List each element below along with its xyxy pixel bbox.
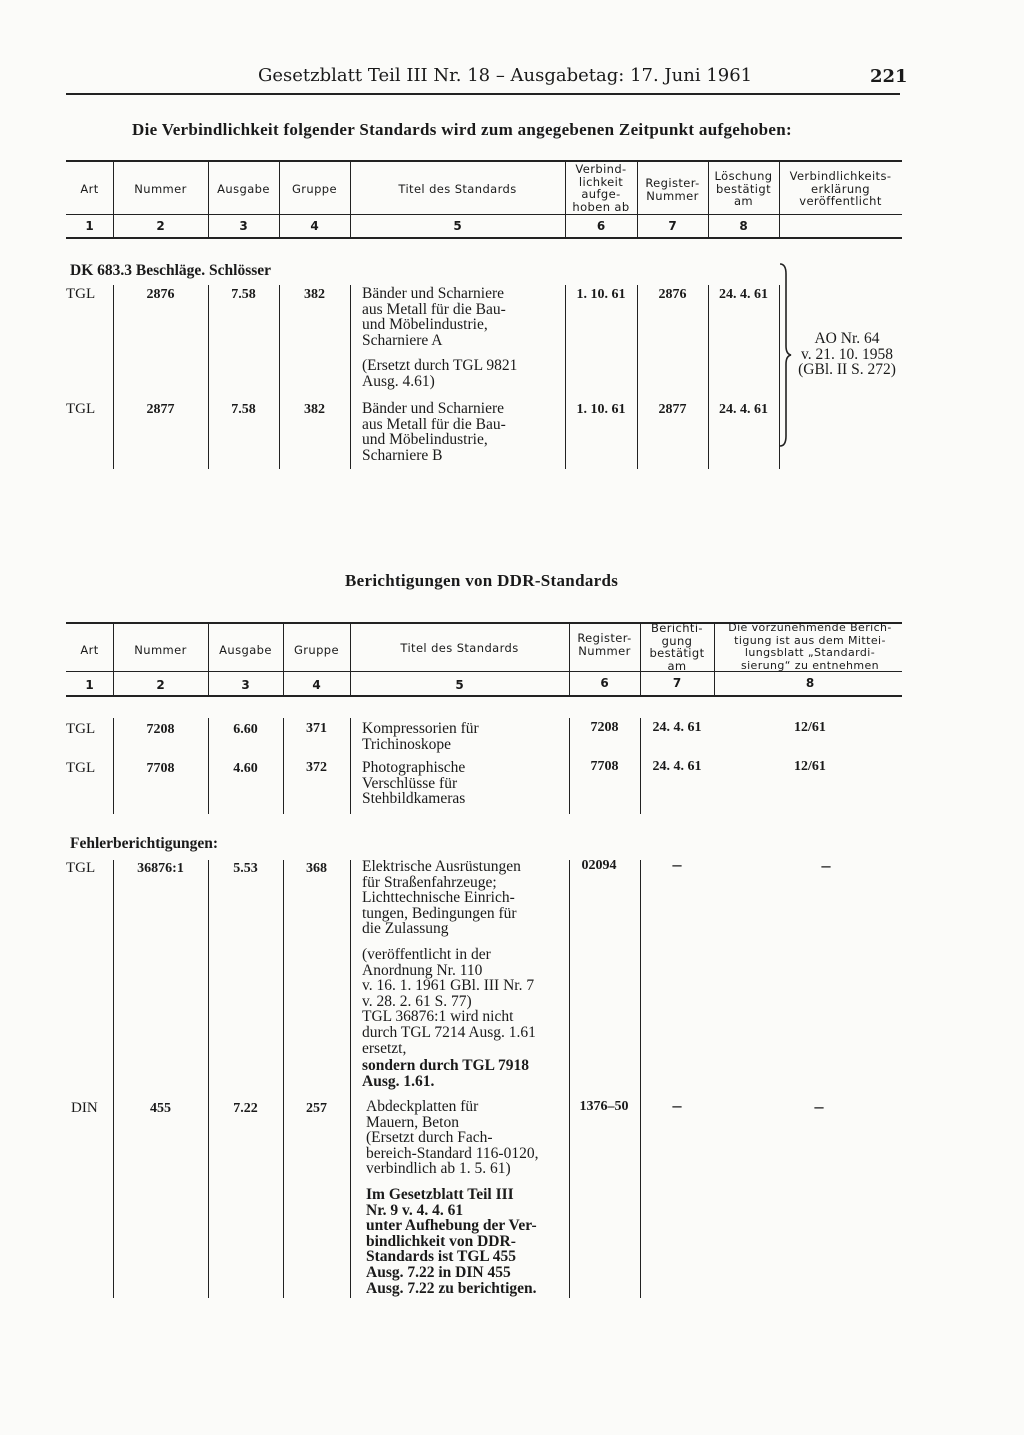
cell-mitteilung: – — [821, 855, 831, 875]
text-line: bereich-Standard 116-0120, — [366, 1144, 539, 1162]
t1-head-titel: Titel des Standards — [398, 182, 517, 196]
text-line: Stehbildkameras — [362, 790, 466, 808]
cell-aufgehoben-ab: 1. 10. 61 — [576, 402, 626, 417]
cell-note — [366, 1187, 537, 1296]
cell-bestaetigt: 24. 4. 61 — [652, 720, 702, 735]
cell-art: TGL — [66, 286, 96, 302]
t1-colnum: 5 — [453, 219, 462, 233]
t1-body-vline — [565, 285, 566, 469]
t1-body-vline — [113, 285, 114, 469]
t1-colnum: 7 — [668, 219, 677, 233]
t2-colnum: 6 — [600, 676, 609, 690]
cell-gruppe: 382 — [304, 287, 325, 302]
cell-gruppe: 382 — [304, 402, 325, 417]
text-line: Mauern, Beton — [366, 1113, 459, 1131]
t1-colnum: 6 — [596, 219, 606, 233]
page-number: 221 — [870, 66, 908, 87]
t2-body-vline — [640, 860, 641, 1298]
cell-mitteilung: 12/61 — [794, 720, 826, 735]
t1-head-gruppe: Gruppe — [291, 182, 337, 196]
t2-head-berichtigung — [640, 622, 714, 672]
t2-head-mitteilung — [714, 622, 906, 672]
text-line: Kompressorien für — [362, 720, 479, 737]
t2-head-line: Register- — [577, 631, 632, 645]
text-line: Ausg. 1.61. — [362, 1072, 435, 1090]
text-line: und Möbelindustrie, — [362, 431, 488, 449]
t1-head-aufgehoben — [565, 163, 637, 213]
t1-head-line: Register- — [645, 176, 700, 190]
t2-colnum: 4 — [312, 678, 321, 692]
t2-head-ausgabe: Ausgabe — [219, 643, 272, 657]
t2-colnum: 8 — [805, 676, 815, 690]
cell-note-bold — [362, 1058, 529, 1089]
text-line: Ausg. 7.22 in DIN 455 — [366, 1263, 511, 1281]
cell-register: 1376–50 — [579, 1099, 629, 1114]
table1-top-rule — [66, 160, 902, 162]
t1-body-vline — [708, 285, 709, 469]
text-line: TGL 36876:1 wird nicht — [362, 1008, 514, 1026]
cell-verbindlichkeit-publication — [786, 331, 908, 378]
t1-head-ausgabe: Ausgabe — [217, 182, 270, 196]
t1-section-heading: DK 683.3 Beschläge. Schlösser — [70, 262, 272, 279]
table2-numbers-rule — [66, 695, 902, 697]
table1-numbers-rule — [66, 237, 902, 239]
t1-head-line: Verbindlichkeits- — [789, 169, 892, 183]
t1-head-line: bestätigt — [715, 181, 772, 196]
running-header: Gesetzblatt Teil III Nr. 18 – Ausgabetag: 17. Juni 1961 — [258, 65, 753, 86]
t1-body-vline — [350, 285, 351, 469]
text-line: durch TGL 7214 Ausg. 1.61 — [362, 1023, 536, 1041]
cell-titel — [362, 859, 521, 937]
t2-body-vline — [569, 860, 570, 1298]
t2-body-vline — [350, 860, 351, 1298]
t2-head-line: tigung ist aus dem Mittei- — [734, 633, 886, 647]
text-line: Nr. 9 v. 4. 4. 61 — [366, 1201, 464, 1219]
t2-head-line: am — [667, 658, 687, 673]
cell-gruppe: 368 — [306, 861, 327, 876]
t1-head-line: Löschung — [714, 169, 773, 183]
t1-head-line: am — [733, 194, 754, 208]
t2-section-heading: Fehlerberichtigungen: — [70, 835, 219, 852]
cell-gruppe: 371 — [306, 721, 327, 736]
t2-head-line: Berichti- — [651, 621, 703, 635]
header-rule — [66, 93, 900, 95]
cell-bestaetigt: 24. 4. 61 — [652, 759, 702, 774]
cell-ausgabe: 7.58 — [231, 402, 256, 417]
cell-art: TGL — [66, 401, 96, 417]
t2-head-line: Die vorzunehmende Berich- — [728, 621, 892, 634]
text-line: v. 16. 1. 1961 GBl. III Nr. 7 — [362, 977, 535, 995]
cell-bestaetigt: – — [672, 854, 682, 874]
text-line: (veröffentlicht in der — [362, 946, 491, 963]
cell-titel — [362, 286, 506, 348]
t1-head-line: aufge- — [581, 187, 621, 201]
cell-titel — [362, 401, 506, 463]
text-line: Abdeckplatten für — [366, 1098, 479, 1115]
text-line: (GBl. II S. 272) — [798, 361, 896, 379]
t1-head-line: Verbind- — [575, 162, 627, 176]
t1-head-verbindlichkeit — [779, 170, 902, 208]
text-line: sondern durch TGL 7918 — [362, 1057, 529, 1074]
text-line: verbindlich ab 1. 5. 61) — [366, 1160, 511, 1178]
cell-register: 2877 — [658, 402, 687, 417]
t1-head-line: Nummer — [646, 188, 699, 203]
t1-head-line: veröffentlicht — [799, 194, 882, 208]
t2-body-vline — [113, 860, 114, 1298]
cell-mitteilung: – — [814, 1096, 824, 1116]
cell-nummer: 455 — [150, 1101, 171, 1116]
t2-head-line: Nummer — [578, 643, 631, 658]
table1-header-rule — [66, 214, 902, 215]
t2-head-register — [569, 632, 640, 657]
cell-nummer: 7208 — [146, 722, 175, 737]
t1-colnum: 3 — [239, 219, 248, 233]
cell-ausgabe: 7.58 — [231, 287, 256, 302]
cell-nummer: 7708 — [146, 761, 175, 776]
cell-bestaetigt: – — [672, 1095, 682, 1115]
text-line: (Ersetzt durch Fach- — [366, 1129, 493, 1147]
t1-head-art: Art — [80, 182, 99, 196]
t2-body-vline — [350, 718, 351, 814]
text-line: Lichttechnische Einrich- — [362, 889, 515, 907]
table2-title: Berichtigungen von DDR-Standards — [345, 571, 619, 590]
text-line: Photographische — [362, 759, 466, 776]
text-line: aus Metall für die Bau- — [362, 415, 506, 433]
cell-nummer: 2877 — [146, 402, 175, 417]
text-line: (Ersetzt durch TGL 9821 — [362, 357, 518, 374]
text-line: Ausg. 4.61) — [362, 372, 435, 390]
text-line: Elektrische Ausrüstungen — [362, 858, 521, 875]
t2-body-vline — [283, 860, 284, 1298]
cell-art: DIN — [71, 1100, 98, 1116]
text-line: und Möbelindustrie, — [362, 316, 488, 334]
t2-head-line: gung — [661, 633, 693, 648]
cell-aufgehoben-ab: 1. 10. 61 — [576, 287, 626, 302]
cell-note — [362, 947, 536, 1056]
t2-colnum: 3 — [241, 678, 250, 692]
text-line: Trichinoskope — [362, 735, 451, 753]
text-line: Bänder und Scharniere — [362, 285, 505, 302]
t2-colnum: 1 — [85, 678, 94, 692]
t1-head-line: hoben ab — [572, 199, 630, 214]
text-line: Anordnung Nr. 110 — [362, 961, 483, 979]
t1-body-vline — [637, 285, 638, 469]
t2-head-gruppe: Gruppe — [293, 643, 339, 657]
cell-loeschung: 24. 4. 61 — [719, 402, 768, 417]
text-line: Im Gesetzblatt Teil III — [366, 1186, 514, 1203]
cell-register: 02094 — [581, 858, 617, 873]
t1-head-line: lichkeit — [578, 174, 624, 189]
text-line: Bänder und Scharniere — [362, 400, 505, 417]
text-line: die Zulassung — [362, 920, 449, 938]
text-line: AO Nr. 64 — [814, 330, 880, 347]
cell-nummer: 2876 — [146, 287, 175, 302]
cell-note — [362, 358, 517, 389]
cell-ausgabe: 6.60 — [233, 722, 258, 737]
cell-register: 2876 — [658, 287, 687, 302]
text-line: unter Aufhebung der Ver- — [366, 1217, 537, 1235]
text-line: aus Metall für die Bau- — [362, 300, 506, 318]
text-line: Ausg. 7.22 zu berichtigen. — [366, 1279, 537, 1297]
cell-nummer: 36876:1 — [137, 861, 184, 876]
t2-colnum: 2 — [156, 678, 165, 692]
t2-head-titel: Titel des Standards — [400, 641, 519, 655]
t1-colnum: 1 — [85, 219, 94, 233]
text-line: Scharniere B — [362, 446, 443, 464]
cell-register: 7708 — [590, 759, 619, 774]
t2-colnum: 5 — [455, 678, 464, 692]
text-line: v. 21. 10. 1958 — [801, 345, 893, 363]
table1-title: Die Verbindlichkeit folgender Standards wird zum angegebenen Zeitpunkt aufgehoben: — [132, 120, 792, 139]
t1-colnum: 4 — [310, 219, 319, 233]
cell-titel — [362, 721, 479, 752]
t2-head-line: lungsblatt „Standardi- — [744, 646, 876, 659]
t2-body-vline — [208, 860, 209, 1298]
cell-ausgabe: 7.22 — [233, 1101, 258, 1116]
t1-colnum: 2 — [156, 219, 165, 233]
t2-head-nummer: Nummer — [134, 643, 187, 657]
text-line: Scharniere A — [362, 331, 443, 349]
t1-head-line: erklärung — [811, 181, 870, 196]
text-line: tungen, Bedingungen für — [362, 904, 517, 922]
t1-head-loeschung — [708, 170, 779, 208]
cell-art: TGL — [66, 721, 96, 737]
t2-head-line: sierung“ zu entnehmen — [740, 658, 880, 672]
text-line: v. 28. 2. 61 S. 77) — [362, 992, 472, 1010]
t1-body-vline — [279, 285, 280, 469]
cell-titel — [362, 760, 465, 807]
t2-head-line: bestätigt — [649, 646, 705, 660]
cell-art: TGL — [66, 860, 96, 876]
t1-body-vline — [208, 285, 209, 469]
text-line: Standards ist TGL 455 — [366, 1248, 517, 1266]
t2-head-art: Art — [80, 643, 99, 657]
cell-ausgabe: 5.53 — [233, 861, 258, 876]
cell-gruppe: 372 — [306, 760, 327, 775]
t2-colnum: 7 — [672, 676, 682, 690]
text-line: für Straßenfahrzeuge; — [362, 873, 497, 891]
text-line: bindlichkeit von DDR- — [366, 1232, 516, 1250]
cell-register: 7208 — [590, 720, 619, 735]
text-line: ersetzt, — [362, 1039, 407, 1057]
cell-ausgabe: 4.60 — [233, 761, 258, 776]
cell-titel — [366, 1099, 538, 1177]
text-line: Verschlüsse für — [362, 774, 458, 792]
cell-loeschung: 24. 4. 61 — [719, 287, 768, 302]
t1-head-register — [637, 177, 708, 202]
cell-gruppe: 257 — [306, 1101, 327, 1116]
t1-head-nummer: Nummer — [134, 182, 187, 196]
t1-colnum: 8 — [739, 219, 748, 233]
cell-art: TGL — [66, 760, 96, 776]
cell-mitteilung: 12/61 — [794, 759, 826, 774]
